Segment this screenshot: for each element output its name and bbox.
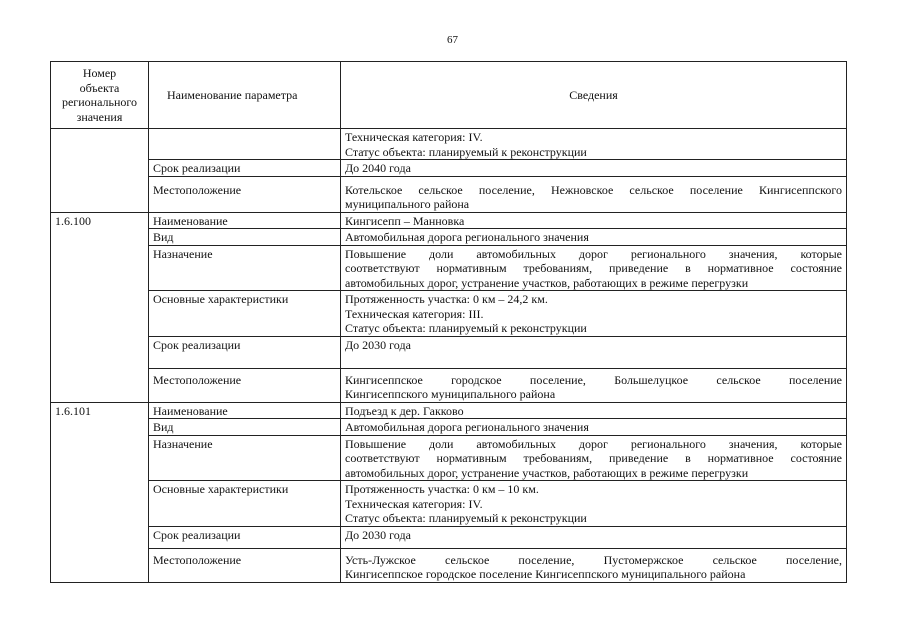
value-cell: Котельское сельское поселение, Нежновское сельское поселение Кингисеппского муниципального района xyxy=(341,176,847,212)
parameter-cell: Срок реализации xyxy=(149,160,341,177)
parameter-cell: Местоположение xyxy=(149,176,341,212)
value-cell: Подъезд к дер. Гакково xyxy=(341,402,847,419)
table-row xyxy=(51,481,847,527)
table-row xyxy=(51,291,847,337)
value-cell: Повышение доли автомобильных дорог регионального значения, которые соответствуют нормативным требованиям, приведение в нормативное состояние автомобильных дорог, устранение участков, работающих в режиме перегрузки xyxy=(341,245,847,291)
table-row xyxy=(51,229,847,246)
page-number: 67 xyxy=(447,34,458,46)
value-cell: Протяженность участка: 0 км – 10 км. Техническая категория: IV. Статус объекта: планируемый к реконструкции xyxy=(341,481,847,527)
object-number-cell: 1.6.100 xyxy=(51,212,149,402)
object-number-cell xyxy=(51,129,149,213)
value-cell: Автомобильная дорога регионального значения xyxy=(341,419,847,436)
header-details: Сведения xyxy=(341,62,847,129)
value-cell: Протяженность участка: 0 км – 24,2 км. Техническая категория: III. Статус объекта: планируемый к реконструкции xyxy=(341,291,847,337)
parameter-cell: Срок реализации xyxy=(149,526,341,548)
parameter-cell: Основные характеристики xyxy=(149,291,341,337)
value-cell: Усть-Лужское сельское поселение, Пустомержское сельское поселение, Кингисеппское городское поселение Кингисеппского муниципального района xyxy=(341,548,847,582)
parameter-cell xyxy=(149,129,341,160)
parameter-cell: Местоположение xyxy=(149,548,341,582)
object-number-cell: 1.6.101 xyxy=(51,402,149,582)
table-row xyxy=(51,435,847,481)
value-cell: До 2030 года xyxy=(341,526,847,548)
parameter-cell: Местоположение xyxy=(149,368,341,402)
table-row xyxy=(51,526,847,548)
value-cell: Кингисепп – Манновка xyxy=(341,212,847,229)
table-row xyxy=(51,402,847,419)
parameter-cell: Основные характеристики xyxy=(149,481,341,527)
table-row xyxy=(51,368,847,402)
parameter-cell: Срок реализации xyxy=(149,336,341,368)
table-row xyxy=(51,160,847,177)
value-cell: Автомобильная дорога регионального значения xyxy=(341,229,847,246)
table-header-row xyxy=(51,62,847,129)
table-row xyxy=(51,419,847,436)
parameter-cell: Назначение xyxy=(149,245,341,291)
value-cell: Техническая категория: IV. Статус объекта: планируемый к реконструкции xyxy=(341,129,847,160)
table-row xyxy=(51,336,847,368)
table-row xyxy=(51,212,847,229)
table-row xyxy=(51,548,847,582)
parameter-cell: Вид xyxy=(149,229,341,246)
table-row xyxy=(51,176,847,212)
value-cell: Повышение доли автомобильных дорог регионального значения, которые соответствуют нормативным требованиям, приведение в нормативное состояние автомобильных дорог, устранение участков, работающих в режиме перегрузки xyxy=(341,435,847,481)
header-object-number: Номер объекта регионального значения xyxy=(51,62,149,129)
table-row xyxy=(51,129,847,160)
parameter-cell: Вид xyxy=(149,419,341,436)
table-row xyxy=(51,245,847,291)
parameter-cell: Наименование xyxy=(149,212,341,229)
parameter-cell: Назначение xyxy=(149,435,341,481)
value-cell: До 2040 года xyxy=(341,160,847,177)
parameter-cell: Наименование xyxy=(149,402,341,419)
header-parameter-name: Наименование параметра xyxy=(149,62,341,129)
value-cell: До 2030 года xyxy=(341,336,847,368)
parameters-table xyxy=(50,61,847,583)
value-cell: Кингисеппское городское поселение, Большелуцкое сельское поселение Кингисеппского муниципального района xyxy=(341,368,847,402)
